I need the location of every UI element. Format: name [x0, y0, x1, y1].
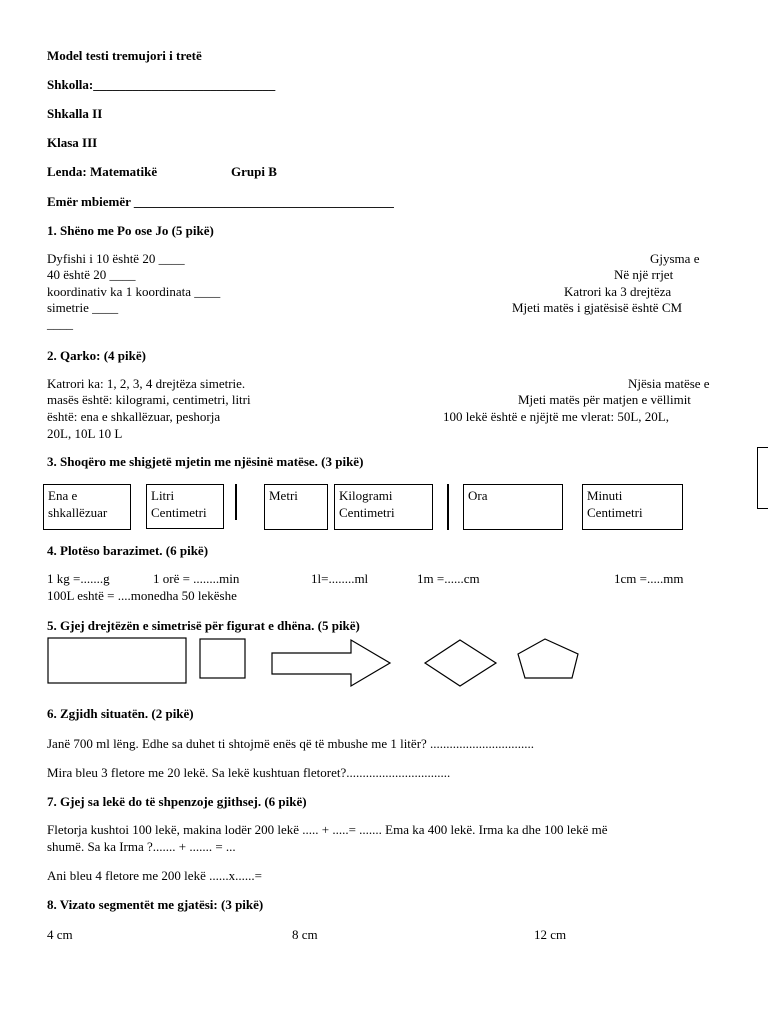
- q6-heading: 6. Zgjidh situatën. (2 pikë): [47, 706, 194, 721]
- segment-8cm: 8 cm: [292, 927, 318, 942]
- q7-line-2[interactable]: shumë. Sa ka Irma ?....... + ....... = ...: [47, 839, 236, 854]
- q2-line-left: 20L, 10L 10 L: [47, 426, 123, 441]
- segment-4cm: 4 cm: [47, 927, 73, 942]
- q1-line-left: simetrie ____: [47, 300, 119, 315]
- q1-line-left: Dyfishi i 10 është 20 ____: [47, 251, 185, 266]
- equation-liter[interactable]: 1l=........ml: [311, 571, 369, 586]
- segment-12cm: 12 cm: [534, 927, 567, 942]
- q2-line-left: është: ena e shkallëzuar, peshorja: [47, 409, 221, 424]
- q2-line-right: Mjeti matës për matjen e vëllimit: [518, 392, 691, 407]
- q4-heading: 4. Plotëso barazimet. (6 pikë): [47, 543, 209, 558]
- school-field[interactable]: Shkolla:____________________________: [47, 77, 276, 92]
- equation-cm[interactable]: 1cm =.....mm: [614, 571, 684, 586]
- q7-line-3[interactable]: Ani bleu 4 fletore me 200 lekë ......x......=: [47, 868, 262, 883]
- box-line: Centimetri: [151, 505, 207, 520]
- box-line: Ena e: [48, 488, 78, 503]
- q2-heading: 2. Qarko: (4 pikë): [47, 348, 146, 363]
- box-line: Centimetri: [587, 505, 643, 520]
- rhombus-figure[interactable]: [425, 640, 496, 686]
- equation-meter[interactable]: 1m =......cm: [417, 571, 480, 586]
- q1-line-left: koordinativ ka 1 koordinata ____: [47, 284, 221, 299]
- level-label: Shkalla II: [47, 106, 103, 121]
- figures-row: [40, 632, 700, 692]
- q6-problem-2[interactable]: Mira bleu 3 fletore me 20 lekë. Sa lekë kushtuan fletoret?................................: [47, 765, 451, 780]
- box-line: Ora: [468, 488, 488, 503]
- q2-line-left: masës është: kilogrami, centimetri, litri: [47, 392, 251, 407]
- rectangle-figure[interactable]: [48, 638, 186, 683]
- equation-kg[interactable]: 1 kg =.......g: [47, 571, 110, 586]
- q7-heading: 7. Gjej sa lekë do të shpenzoje gjithsej. (6 pikë): [47, 794, 307, 809]
- equation-coins[interactable]: 100L eshtë = ....monedha 50 lekëshe: [47, 588, 237, 603]
- pentagon-figure[interactable]: [518, 639, 578, 678]
- unit-box-meter[interactable]: [264, 484, 328, 530]
- q2-line-right: Njësia matëse e: [628, 376, 710, 391]
- box-line: Litri: [151, 488, 175, 503]
- box-line: Centimetri: [339, 505, 395, 520]
- test-title: Model testi tremujori i tretë: [47, 48, 202, 63]
- box-line: shkallëzuar: [48, 505, 108, 520]
- box-line: Metri: [269, 488, 298, 503]
- equation-hour[interactable]: 1 orë = ........min: [153, 571, 240, 586]
- name-field[interactable]: Emër mbiemër ________________________________________: [47, 194, 394, 209]
- q2-line-left: Katrori ka: 1, 2, 3, 4 drejtëza simetrie.: [47, 376, 246, 391]
- q1-line-right: Mjeti matës i gjatësisë është CM: [512, 300, 683, 315]
- unit-box-kilogram[interactable]: [334, 484, 433, 530]
- q8-heading: 8. Vizato segmentët me gjatësi: (3 pikë): [47, 897, 264, 912]
- column-separator: [447, 484, 449, 530]
- class-label: Klasa III: [47, 135, 98, 150]
- q3-heading: 3. Shoqëro me shigjetë mjetin me njësinë matëse. (3 pikë): [47, 454, 364, 469]
- q1-heading: 1. Shëno me Po ose Jo (5 pikë): [47, 223, 214, 238]
- q1-line-left: ____: [47, 316, 73, 331]
- arrow-figure[interactable]: [272, 640, 390, 686]
- q2-line-right: 100 lekë është e njëjtë me vlerat: 50L, 20L,: [443, 409, 669, 424]
- group-label: Grupi B: [231, 164, 277, 179]
- edge-box: [757, 447, 768, 509]
- unit-box-liter[interactable]: [146, 484, 224, 529]
- tool-box-clock[interactable]: [463, 484, 563, 530]
- box-line: Kilogrami: [339, 488, 393, 503]
- column-separator: [235, 484, 237, 520]
- subject-label: Lenda: Matematikë: [47, 164, 158, 179]
- square-figure[interactable]: [200, 639, 245, 678]
- q1-line-right: Në një rrjet: [614, 267, 674, 282]
- q1-line-right: Katrori ka 3 drejtëza: [564, 284, 672, 299]
- q6-problem-1[interactable]: Janë 700 ml lëng. Edhe sa duhet ti shtojmë enës që të mbushe me 1 litër? ................................: [47, 736, 535, 751]
- unit-box-minute[interactable]: [582, 484, 683, 530]
- q5-heading: 5. Gjej drejtëzën e simetrisë për figurat e dhëna. (5 pikë): [47, 618, 360, 633]
- box-line: Minuti: [587, 488, 623, 503]
- q7-line-1[interactable]: Fletorja kushtoi 100 lekë, makina lodër 200 lekë ..... + .....= ....... Ema ka 400 lekë. Irma ka dhe 100 lekë më: [47, 822, 608, 837]
- q1-line-left: 40 është 20 ____: [47, 267, 136, 282]
- tool-box-graduated-vessel[interactable]: [43, 484, 131, 530]
- q1-line-right: Gjysma e: [650, 251, 700, 266]
